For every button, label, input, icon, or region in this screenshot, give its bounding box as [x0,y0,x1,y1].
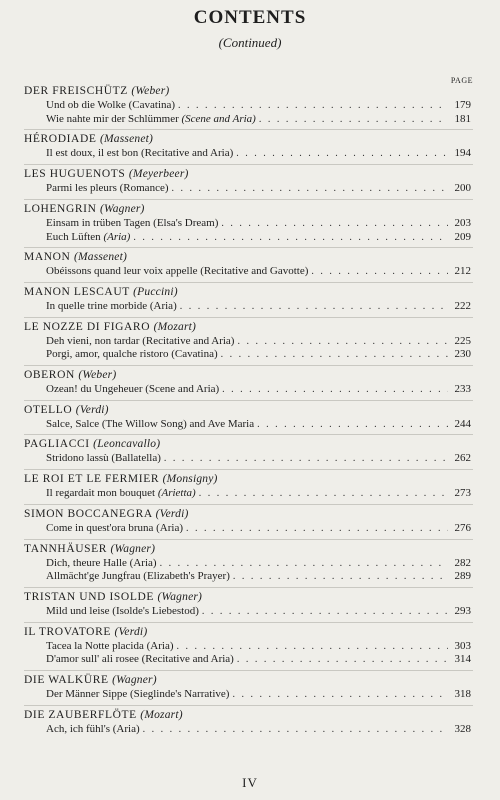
opera-heading [24,472,473,487]
piece-title-text: D'amor sull' ali rosee (Recitative and Aria) [46,653,234,666]
dot-leader [259,113,448,127]
piece-title-text: Stridono lassù (Ballatella) [46,452,161,465]
composer-name: (Weber) [78,369,117,382]
opera-title: LES HUGUENOTS [24,168,126,181]
dot-leader [311,265,448,279]
opera-title: SIMON BOCCANEGRA [24,507,153,520]
composer-name: (Meyerbeer) [128,168,189,181]
piece-title [46,487,196,501]
piece-title-text: Salce, Salce (The Willow Song) and Ave Maria [46,417,255,430]
opera-title: OBERON [24,369,75,382]
page-ref: 303 [454,639,471,652]
piece-title [46,348,218,362]
piece-title-text: Einsam in trüben Tagen (Elsa's Dream) [46,216,219,229]
opera-heading [24,590,473,605]
piece-title [46,383,219,397]
piece-title [46,688,229,702]
piece-title [46,723,140,737]
piece-row [24,335,473,349]
piece-row [24,557,473,571]
composer-name: (Wagner) [110,542,156,555]
dot-leader [177,640,449,654]
piece-title-text: Euch Lüften [46,230,101,243]
piece-title-italic: (Arietta) [155,487,196,500]
page-ref: 314 [454,653,471,666]
opera-heading [24,437,473,452]
toc-entry [24,470,473,505]
composer-name: (Wagner) [112,674,157,687]
dot-leader [143,723,448,737]
page-ref: 262 [454,452,471,465]
piece-title [46,147,233,161]
opera-title: DIE ZAUBERFLÖTE [24,708,137,721]
dot-leader [202,605,448,619]
piece-title-text: Wie nahte mir der Schlümmer [46,112,179,125]
piece-title [46,265,308,279]
opera-heading [24,403,473,418]
piece-row [24,182,473,196]
toc-entry [24,318,473,366]
piece-row [24,723,473,737]
composer-name: (Massenet) [99,133,154,146]
piece-title-italic: (Aria) [100,230,131,243]
opera-heading [24,507,473,522]
dot-leader [221,217,448,231]
piece-row [24,217,473,231]
composer-name: (Mozart) [140,708,183,721]
page-ref: 276 [454,521,471,534]
toc-entry [24,540,473,588]
piece-row [24,653,473,667]
piece-title-text: Deh vieni, non tardar (Recitative and Aria) [46,334,235,347]
piece-row [24,418,473,432]
dot-leader [237,335,448,349]
opera-title: LOHENGRIN [24,202,97,215]
table-of-contents [24,82,473,739]
piece-title [46,113,256,127]
opera-title: MANON LESCAUT [24,285,130,298]
piece-title-text: Und ob die Wolke (Cavatina) [46,99,176,111]
page-subtitle: (Continued) [218,35,282,50]
opera-heading [24,625,473,640]
composer-name: (Verdi) [155,507,189,520]
dot-leader [164,452,448,466]
toc-entry [24,706,473,740]
opera-title: DIE WALKÜRE [24,674,109,687]
opera-heading [24,250,473,265]
piece-title-text: Dich, theure Halle (Aria) [46,556,157,569]
piece-title [46,522,183,536]
opera-title: LE ROI ET LE FERMIER [24,473,160,486]
dot-leader [133,231,448,245]
opera-heading [24,542,473,557]
piece-title [46,182,169,196]
toc-entry [24,671,473,706]
piece-title-text: In quelle trine morbide (Aria) [46,299,177,312]
dot-leader [233,570,448,584]
page-ref: 282 [454,556,471,569]
page-ref: 200 [454,182,471,195]
opera-heading [24,285,473,300]
piece-title [46,217,218,231]
page-ref: 209 [454,230,471,243]
toc-entry [24,82,473,130]
piece-row [24,265,473,279]
piece-title [46,653,234,667]
toc-entry [24,505,473,540]
toc-entry [24,366,473,401]
piece-title-text: Tacea la Notte placida (Aria) [46,639,174,652]
piece-title-text: Obéissons quand leur voix appelle (Recitative and Gavotte) [46,265,309,278]
piece-title-text: Ach, ich fühl's (Aria) [46,722,140,735]
composer-name: (Puccini) [133,285,178,298]
dot-leader [232,688,448,702]
piece-row [24,640,473,654]
composer-name: (Wagner) [99,202,145,215]
piece-row [24,688,473,702]
piece-row [24,300,473,314]
piece-title [46,300,177,314]
opera-heading [24,84,473,99]
toc-entry [24,623,473,671]
dot-leader [172,182,449,196]
dot-leader [199,487,448,501]
dot-leader [237,653,448,667]
page-ref: 225 [454,334,471,347]
dot-leader [222,383,448,397]
toc-entry [24,401,473,436]
toc-entry [24,588,473,623]
page-ref: 203 [454,216,471,229]
piece-title-text: Porgi, amor, qualche ristoro (Cavatina) [46,348,218,361]
piece-title [46,335,234,349]
opera-title: MANON [24,251,71,264]
dot-leader [236,147,448,161]
piece-title [46,570,230,584]
opera-title: IL TROVATORE [24,625,111,638]
piece-row [24,113,473,127]
opera-title: TRISTAN UND ISOLDE [24,590,154,603]
page-ref: 181 [454,112,471,125]
composer-name: (Wagner) [157,590,203,603]
dot-leader [257,418,448,432]
piece-title-text: Parmi les pleurs (Romance) [46,182,169,195]
piece-title-text: Ozean! du Ungeheuer (Scene and Aria) [46,383,220,396]
piece-row [24,522,473,536]
piece-title-italic: (Scene and Aria) [178,112,256,125]
piece-row [24,487,473,501]
page-ref: 328 [454,722,471,735]
toc-entry [24,165,473,200]
composer-name: (Weber) [131,85,170,97]
piece-row [24,348,473,362]
piece-row [24,452,473,466]
page-number: IV [242,775,258,790]
opera-heading [24,132,473,147]
page-ref: 194 [454,147,471,160]
opera-title: DER FREISCHÜTZ [24,85,128,97]
piece-title [46,452,161,466]
page-ref: 318 [454,688,471,701]
dot-leader [178,99,448,113]
piece-title-text: Il est doux, il est bon (Recitative and Aria) [46,147,234,160]
opera-heading [24,167,473,182]
piece-title-text: Der Männer Sippe (Sieglinde's Narrative) [46,688,230,701]
piece-title-text: Il regardait mon bouquet [46,487,156,500]
toc-entry [24,283,473,318]
page-ref: 244 [454,417,471,430]
piece-title [46,557,157,571]
page-column-label: PAGE [450,76,473,85]
piece-row [24,570,473,584]
piece-title-text: Mild und leise (Isolde's Liebestod) [46,604,199,617]
page-title: CONTENTS [193,7,307,28]
page-ref: 273 [454,487,471,500]
page-ref: 289 [454,570,471,583]
piece-row [24,231,473,245]
composer-name: (Verdi) [114,625,148,638]
piece-title [46,231,130,245]
opera-title: OTELLO [24,403,73,416]
dot-leader [221,348,448,362]
opera-heading [24,202,473,217]
piece-title-text: Come in quest'ora bruna (Aria) [46,521,183,534]
composer-name: (Verdi) [75,403,109,416]
composer-name: (Mozart) [153,320,197,333]
piece-row [24,605,473,619]
toc-entry [24,248,473,283]
piece-row [24,99,473,113]
opera-heading [24,320,473,335]
page-ref: 179 [454,99,471,111]
opera-title: PAGLIACCI [24,438,90,451]
composer-name: (Leoncavallo) [93,438,161,451]
toc-entry [24,435,473,470]
page-ref: 293 [454,604,471,617]
page-ref: 212 [454,265,471,278]
opera-title: HÉRODIADE [24,133,97,146]
opera-heading [24,368,473,383]
page-ref: 230 [454,348,471,361]
composer-name: (Massenet) [73,251,128,264]
dot-leader [186,522,448,536]
dot-leader [160,557,448,571]
piece-title [46,605,199,619]
piece-title-text: Allmächt'ge Jungfrau (Elizabeth's Prayer) [46,570,230,583]
page-ref: 233 [454,383,471,396]
opera-title: TANNHÄUSER [24,542,108,555]
composer-name: (Monsigny) [162,473,218,486]
piece-title [46,418,254,432]
opera-heading [24,673,473,688]
toc-entry [24,200,473,248]
toc-entry [24,130,473,165]
piece-row [24,147,473,161]
opera-heading [24,708,473,723]
page-ref: 222 [454,299,471,312]
piece-title [46,640,174,654]
opera-title: LE NOZZE DI FIGARO [24,320,151,333]
piece-row [24,383,473,397]
piece-title [46,99,175,113]
dot-leader [180,300,448,314]
